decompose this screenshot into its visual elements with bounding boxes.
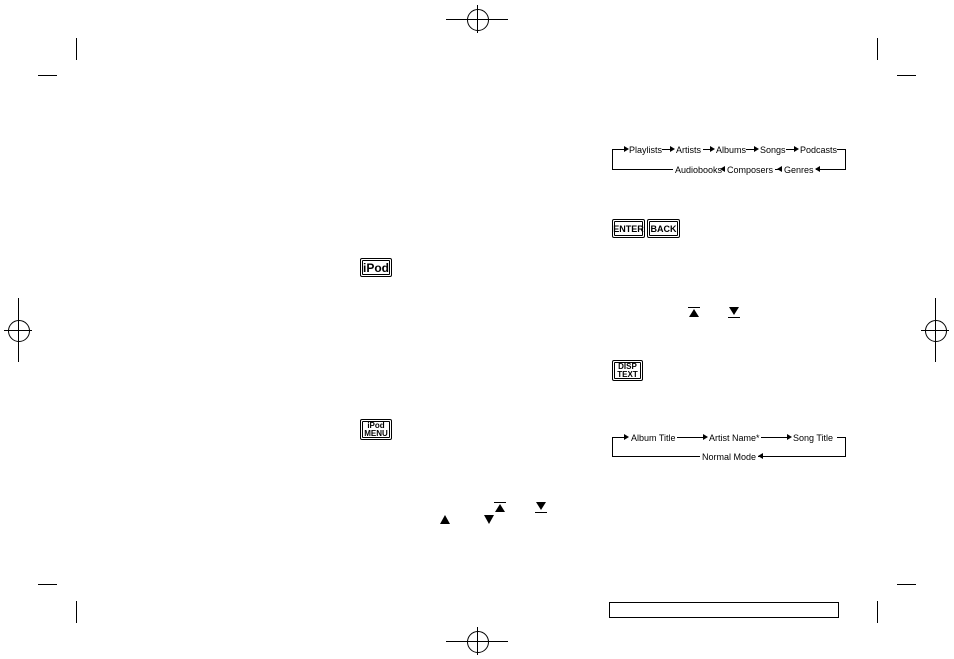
arrow-right-icon: [624, 434, 629, 440]
track-down-icon: [727, 307, 741, 319]
page-footer-box: [609, 602, 839, 618]
display-item-normal-mode: Normal Mode: [702, 452, 757, 462]
arrow-left-icon: [720, 166, 725, 172]
back-button-icon: BACK: [647, 219, 680, 238]
arrow-right-icon: [670, 146, 675, 152]
menu-item-artists: Artists: [676, 145, 702, 155]
arrow-right-icon: [794, 146, 799, 152]
enter-button-icon: ENTER: [612, 219, 645, 238]
menu-flow-diagram: [610, 140, 850, 180]
display-item-song-title: Song Title: [793, 433, 834, 443]
registration-mark-icon: [467, 9, 489, 31]
menu-item-podcasts: Podcasts: [800, 145, 838, 155]
menu-item-albums: Albums: [716, 145, 747, 155]
arrow-right-icon: [703, 434, 708, 440]
tuning-down-icon: [484, 515, 494, 524]
disp-text-button-icon: DISP TEXT: [612, 360, 643, 381]
menu-item-playlists: Playlists: [629, 145, 663, 155]
arrow-left-icon: [777, 166, 782, 172]
menu-item-genres: Genres: [784, 165, 814, 175]
arrow-left-icon: [758, 453, 763, 459]
display-flow-diagram: [610, 427, 850, 467]
menu-item-audiobooks: Audiobooks: [675, 165, 723, 175]
menu-item-composers: Composers: [727, 165, 774, 175]
registration-mark-icon: [8, 320, 30, 342]
track-up-icon: [687, 307, 701, 319]
ipod-menu-button-icon: iPod MENU: [360, 419, 392, 440]
display-item-artist-name: Artist Name*: [709, 433, 760, 443]
arrow-right-icon: [624, 146, 629, 152]
menu-item-songs: Songs: [760, 145, 786, 155]
arrow-right-icon: [787, 434, 792, 440]
tuning-up-icon: [440, 515, 450, 524]
registration-mark-icon: [925, 320, 947, 342]
track-up-icon: [493, 502, 507, 514]
arrow-right-icon: [710, 146, 715, 152]
arrow-left-icon: [815, 166, 820, 172]
arrow-right-icon: [754, 146, 759, 152]
ipod-button-icon: iPod: [360, 258, 392, 277]
registration-mark-icon: [467, 631, 489, 653]
track-down-icon: [534, 502, 548, 514]
display-item-album-title: Album Title: [631, 433, 676, 443]
